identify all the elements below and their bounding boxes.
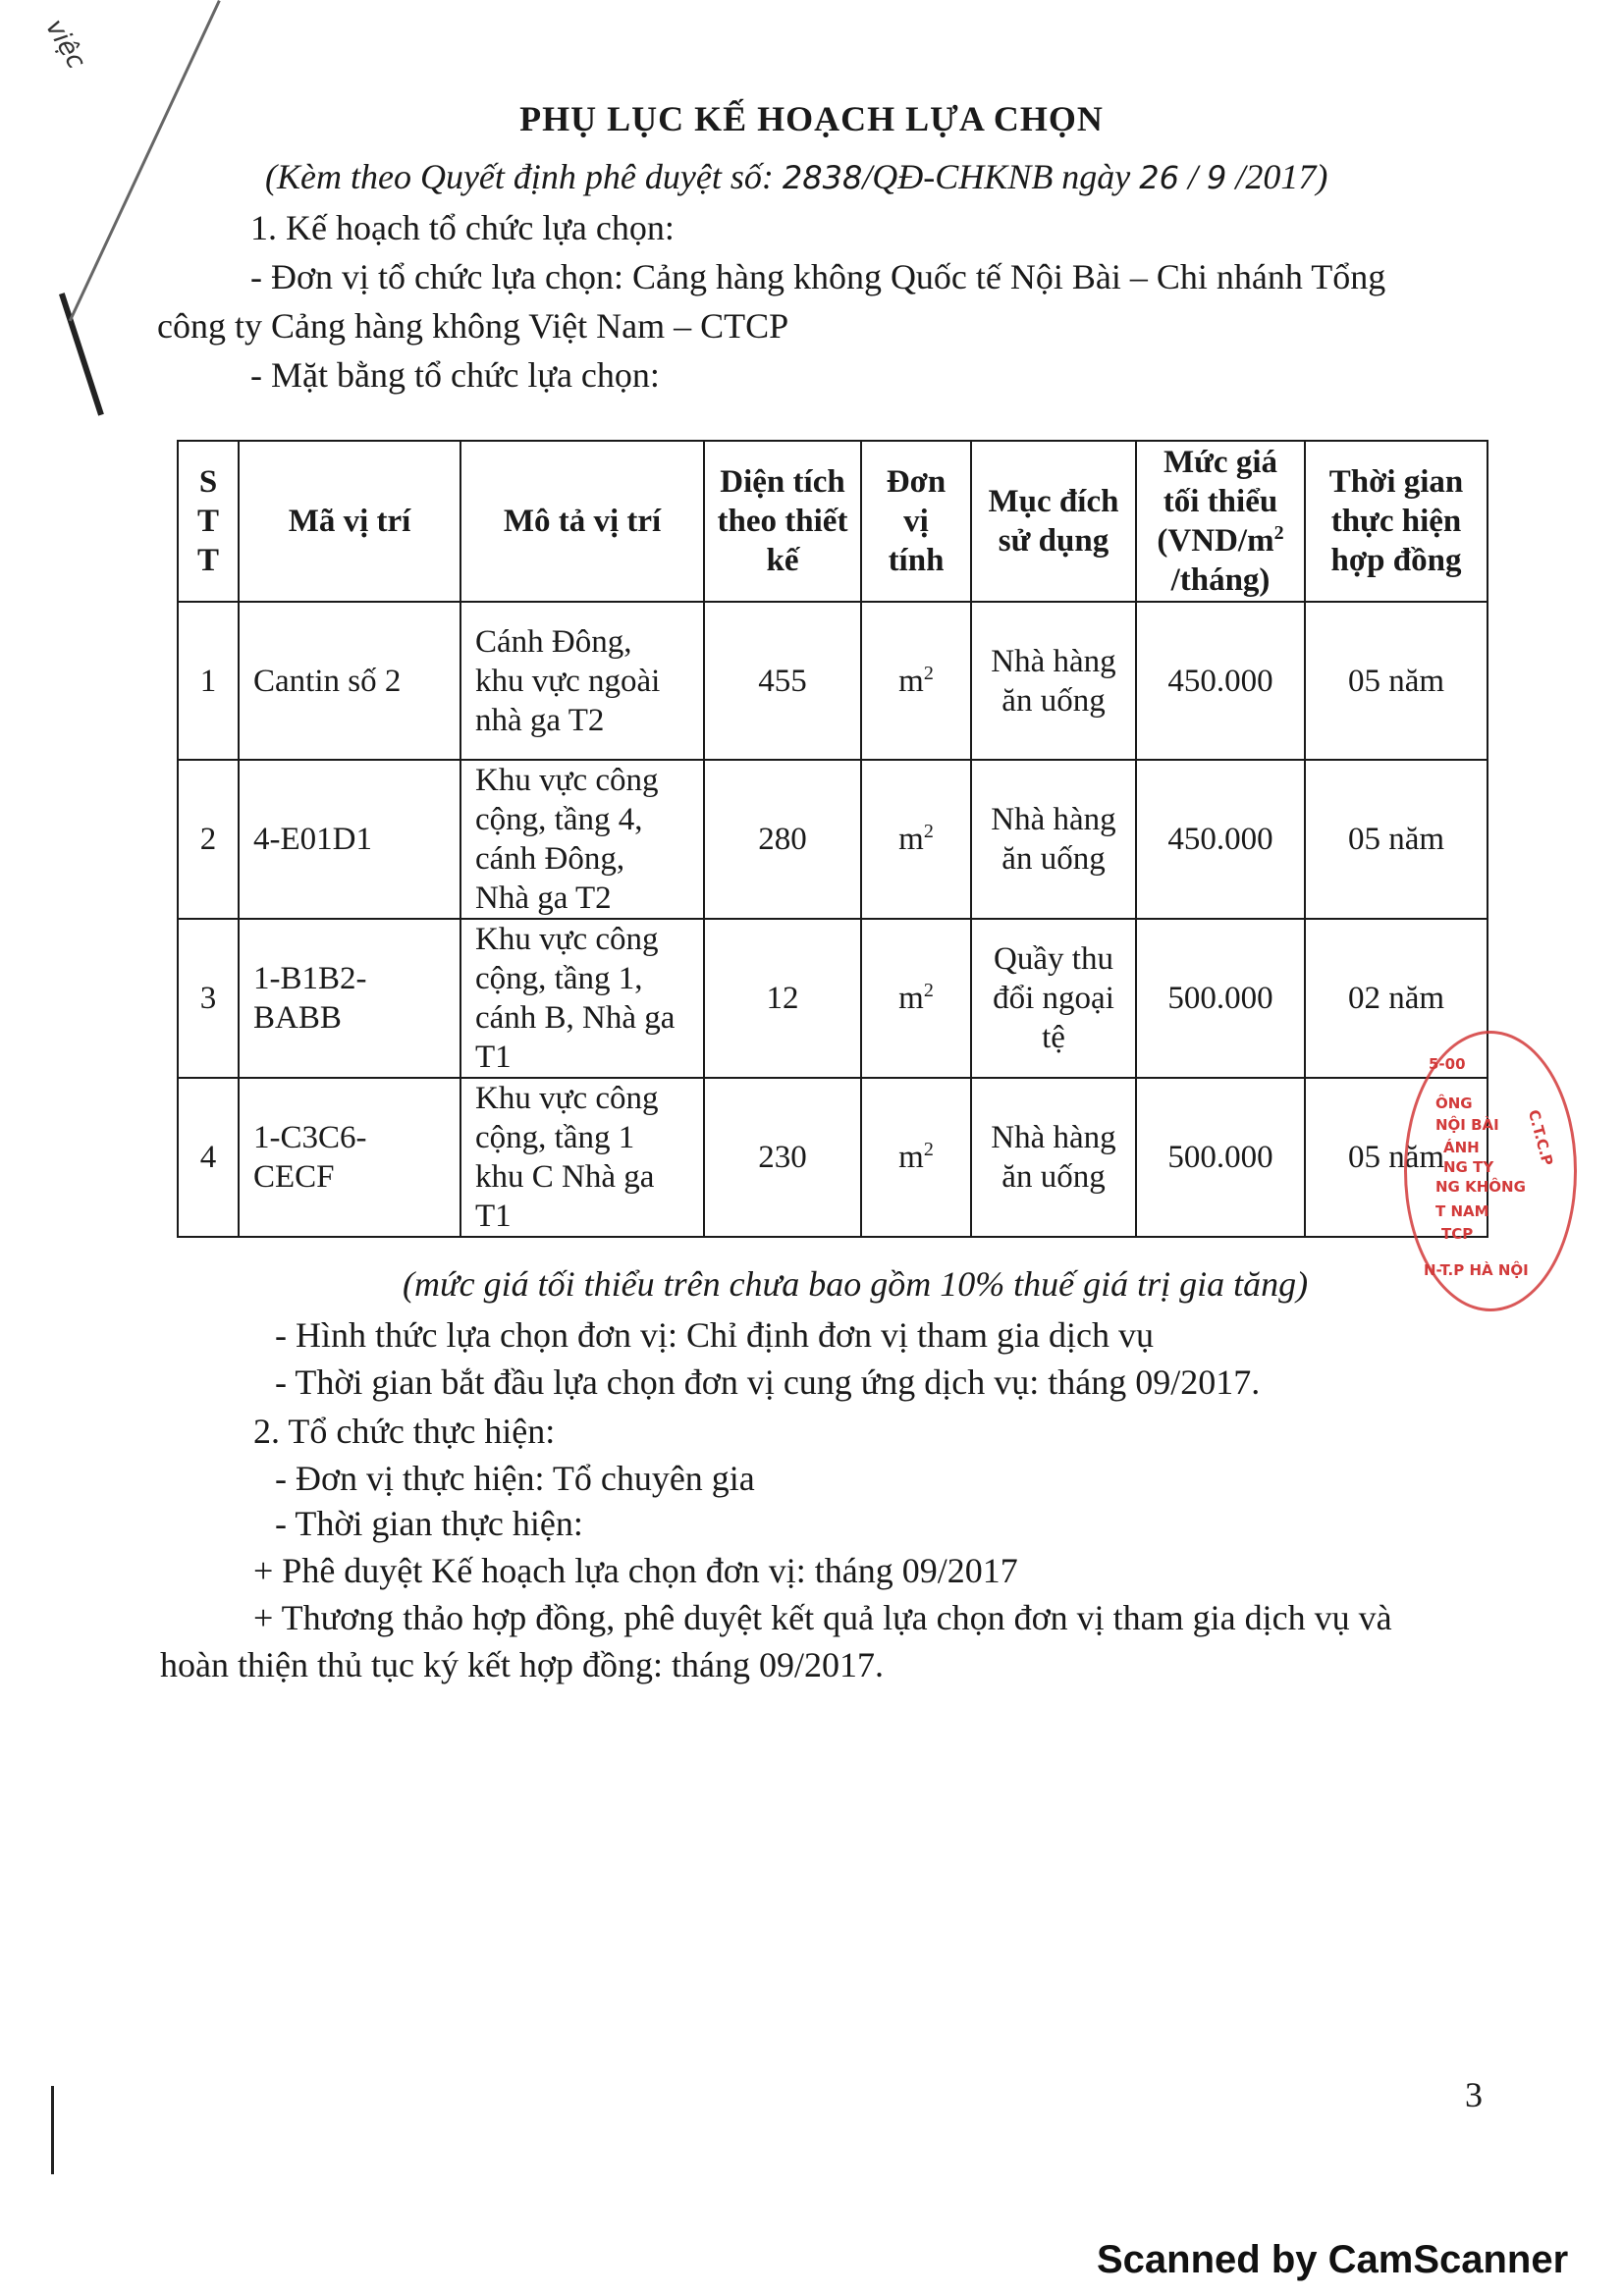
table-row (178, 760, 1488, 919)
cell-code: 1-B1B2- BABB (239, 919, 460, 1078)
stamp-line: C.T.C.P (1524, 1107, 1557, 1168)
header-price: Mức giá tối thiểu ($VND/m^2$ /tháng) (1136, 441, 1305, 602)
section2-title: 2. Tổ chức thực hiện: (253, 1412, 556, 1451)
cell-price: 450.000 (1136, 602, 1305, 760)
table-row (178, 1078, 1488, 1237)
table-row (178, 602, 1488, 760)
header-purpose: Mục đích sử dụng (971, 441, 1136, 602)
org-line-2: công ty Cảng hàng không Việt Nam – CTCP (157, 306, 789, 346)
cell-unit: $m^2$ (861, 760, 971, 919)
table-row (178, 919, 1488, 1078)
implementing-unit: - Đơn vị thực hiện: Tổ chuyên gia (275, 1459, 755, 1498)
subtitle-mid: /QĐ-CHKNB ngày (862, 157, 1131, 196)
cell-unit: $m^2$ (861, 602, 971, 760)
cell-duration: 02 năm (1305, 919, 1488, 1078)
cell-area: 280 (704, 760, 861, 919)
cell-area: 12 (704, 919, 861, 1078)
stamp-line: ÁNH (1443, 1139, 1480, 1156)
cell-price: 500.000 (1136, 919, 1305, 1078)
cell-stt: 4 (178, 1078, 239, 1237)
header-description: Mô tả vị trí (460, 441, 704, 602)
stamp-line: NG TY (1443, 1158, 1494, 1176)
cell-purpose: Nhà hàng ăn uống (971, 1078, 1136, 1237)
subtitle-prefix: (Kèm theo Quyết định phê duyệt số: (265, 157, 774, 196)
cell-code: 1-C3C6- CECF (239, 1078, 460, 1237)
stamp-line: N-T.P HÀ NỘI (1424, 1261, 1529, 1279)
header-stt: S T T (178, 441, 239, 602)
cell-area: 230 (704, 1078, 861, 1237)
cell-unit: $m^2$ (861, 919, 971, 1078)
cell-purpose: Nhà hàng ăn uống (971, 602, 1136, 760)
subtitle-suffix: /2017) (1235, 157, 1328, 196)
stamp-line: T NAM (1435, 1202, 1489, 1220)
negotiation-line-2: hoàn thiện thủ tục ký kết hợp đồng: tháng 09/2017. (160, 1645, 884, 1684)
premises-table (177, 440, 1488, 1238)
price-note: (mức giá tối thiểu trên chưa bao gồm 10% thuế giá trị gia tăng) (403, 1264, 1309, 1304)
cell-description: Cánh Đông, khu vực ngoài nhà ga T2 (460, 602, 704, 760)
section1-title: 1. Kế hoạch tổ chức lựa chọn: (250, 208, 675, 247)
cell-duration: 05 năm (1305, 602, 1488, 760)
negotiation-line-1: + Thương thảo hợp đồng, phê duyệt kết quả lựa chọn đơn vị tham gia dịch vụ và (253, 1598, 1392, 1637)
premises-label: - Mặt bằng tổ chức lựa chọn: (250, 355, 660, 395)
cell-description: Khu vực công cộng, tầng 1 khu C Nhà ga T1 (460, 1078, 704, 1237)
header-unit: Đơn vị tính (861, 441, 971, 602)
cell-code: Cantin số 2 (239, 602, 460, 760)
cell-stt: 1 (178, 602, 239, 760)
cell-duration: 05 năm (1305, 760, 1488, 919)
decision-day: 26 (1139, 159, 1180, 196)
cell-price: 500.000 (1136, 1078, 1305, 1237)
stamp-line: TCP (1441, 1225, 1474, 1243)
plan-approval: + Phê duyệt Kế hoạch lựa chọn đơn vị: tháng 09/2017 (253, 1551, 1018, 1590)
stamp-line: ÔNG (1435, 1095, 1473, 1112)
stamp-line: 5-00 (1429, 1055, 1466, 1073)
decision-number: 2838 (782, 159, 863, 196)
cell-code: 4-E01D1 (239, 760, 460, 919)
decision-month: 9 (1207, 159, 1227, 196)
cell-unit: $m^2$ (861, 1078, 971, 1237)
cell-description: Khu vực công cộng, tầng 1, cánh B, Nhà ga T1 (460, 919, 704, 1078)
cell-description: Khu vực công cộng, tầng 4, cánh Đông, Nhà ga T2 (460, 760, 704, 919)
page-title: PHỤ LỤC KẾ HOẠCH LỰA CHỌN (519, 99, 1104, 138)
cell-price: 450.000 (1136, 760, 1305, 919)
cell-stt: 2 (178, 760, 239, 919)
header-area: Diện tích theo thiết kế (704, 441, 861, 602)
page-number: 3 (1465, 2075, 1483, 2114)
selection-form: - Hình thức lựa chọn đơn vị: Chỉ định đơn vị tham gia dịch vụ (275, 1315, 1154, 1355)
scan-edge-mark-bottom (51, 2086, 54, 2174)
time-label: - Thời gian thực hiện: (275, 1504, 583, 1543)
table-header-row (178, 441, 1488, 602)
cell-duration: 05 năm (1305, 1078, 1488, 1237)
start-time: - Thời gian bắt đầu lựa chọn đơn vị cung ứng dịch vụ: tháng 09/2017. (275, 1362, 1261, 1402)
header-code: Mã vị trí (239, 441, 460, 602)
scan-edge-mark-long (69, 0, 221, 322)
cell-stt: 3 (178, 919, 239, 1078)
scan-edge-mark (59, 293, 104, 415)
cell-area: 455 (704, 602, 861, 760)
cell-purpose: Nhà hàng ăn uống (971, 760, 1136, 919)
camscanner-watermark: Scanned by CamScanner (1097, 2238, 1569, 2281)
subtitle: (Kèm theo Quyết định phê duyệt số: 2838/QĐ-CHKNB ngày 26 / 9 /2017) (265, 157, 1328, 196)
cell-purpose: Quầy thu đổi ngoại tệ (971, 919, 1136, 1078)
org-line-1: - Đơn vị tổ chức lựa chọn: Cảng hàng không Quốc tế Nội Bài – Chi nhánh Tổng (250, 257, 1386, 296)
corner-note: việc (39, 14, 91, 75)
stamp-line: NG KHÔNG (1435, 1178, 1526, 1196)
header-duration: Thời gian thực hiện hợp đồng (1305, 441, 1488, 602)
stamp-line: NỘI BÀI (1435, 1116, 1499, 1134)
